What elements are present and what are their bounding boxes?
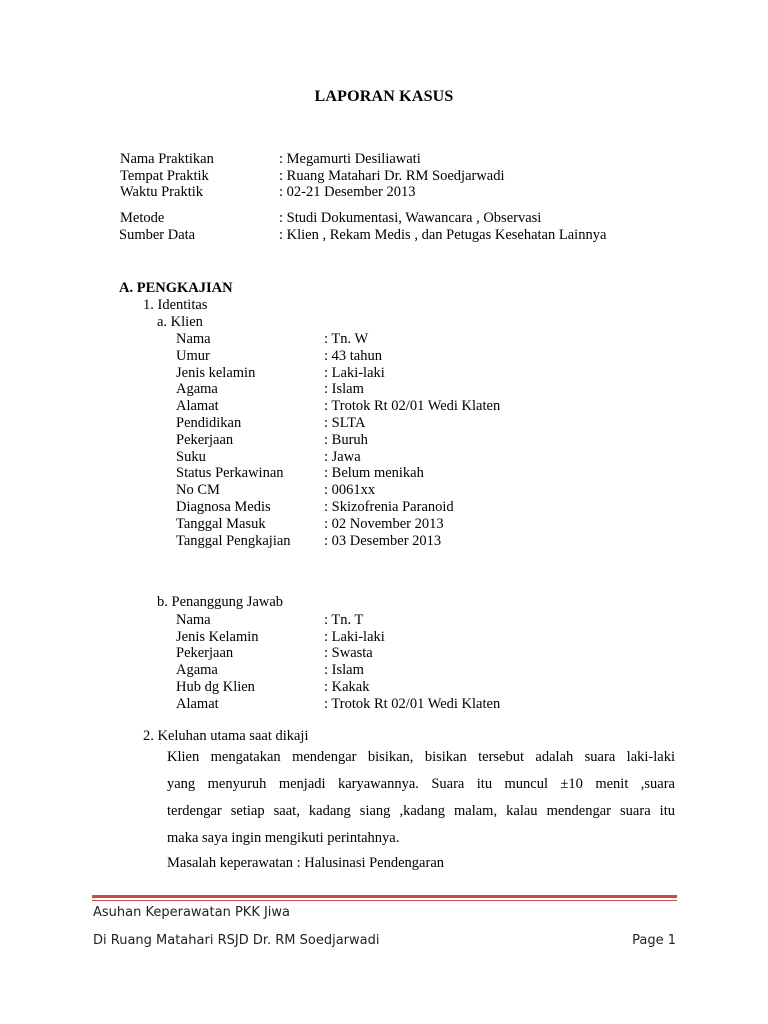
item-identitas: 1. Identitas: [143, 297, 208, 313]
info-label: Nama Praktikan: [120, 151, 214, 167]
field-value: : 0061xx: [324, 482, 376, 498]
info-label: Sumber Data: [119, 227, 196, 243]
info-value: : 02-21 Desember 2013: [279, 184, 416, 200]
field-label: Pendidikan: [176, 415, 242, 431]
field-value: : 03 Desember 2013: [324, 533, 442, 549]
field-label: Suku: [176, 449, 206, 465]
keluhan-paragraph: [167, 744, 675, 852]
item-keluhan-utama: 2. Keluhan utama saat dikaji: [143, 728, 309, 744]
field-value: : 02 November 2013: [324, 516, 444, 532]
field-label: Alamat: [176, 398, 219, 414]
field-label: Alamat: [176, 696, 219, 712]
field-label: Hub dg Klien: [176, 679, 255, 695]
footer-line-1: Asuhan Keperawatan PKK Jiwa: [93, 905, 291, 920]
field-value: : 43 tahun: [324, 348, 382, 364]
field-label: Umur: [176, 348, 210, 364]
info-value: : Ruang Matahari Dr. RM Soedjarwadi: [279, 168, 505, 184]
info-label: Waktu Praktik: [120, 184, 203, 200]
field-value: : Islam: [324, 381, 364, 397]
info-label: Metode: [120, 210, 165, 226]
field-label: Nama: [176, 612, 211, 628]
field-label: Diagnosa Medis: [176, 499, 271, 515]
field-value: : Trotok Rt 02/01 Wedi Klaten: [324, 398, 501, 414]
field-value: : Laki-laki: [324, 629, 385, 645]
field-value: : Tn. W: [324, 331, 369, 347]
field-label: Jenis Kelamin: [176, 629, 259, 645]
section-heading-pengkajian: A. PENGKAJIAN: [119, 280, 233, 296]
paragraph-line: maka saya ingin mengikuti perintahnya.: [167, 830, 400, 846]
field-value: : Buruh: [324, 432, 368, 448]
report-title: LAPORAN KASUS: [314, 88, 454, 105]
field-value: : Jawa: [324, 449, 361, 465]
footer-divider-thick: [92, 895, 677, 898]
field-label: Pekerjaan: [176, 432, 234, 448]
field-label: Agama: [176, 381, 218, 397]
field-value: : Islam: [324, 662, 364, 678]
field-value: : Laki-laki: [324, 365, 385, 381]
field-label: Pekerjaan: [176, 645, 234, 661]
field-value: : Belum menikah: [324, 465, 424, 481]
paragraph-line: yang menyuruh menjadi karyawannya. Suara itu muncul ±10 menit ,suara: [167, 776, 675, 792]
field-value: : Swasta: [324, 645, 373, 661]
field-value: : Skizofrenia Paranoid: [324, 499, 454, 515]
page-number: Page 1: [632, 933, 676, 948]
paragraph-line: Klien mengatakan mendengar bisikan, bisikan tersebut adalah suara laki-laki: [167, 749, 675, 765]
field-value: : Trotok Rt 02/01 Wedi Klaten: [324, 696, 501, 712]
info-label: Tempat Praktik: [120, 168, 209, 184]
field-label: Status Perkawinan: [176, 465, 284, 481]
subitem-penanggung-jawab: b. Penanggung Jawab: [157, 594, 284, 610]
field-label: Agama: [176, 662, 218, 678]
field-value: : SLTA: [324, 415, 366, 431]
field-label: Tanggal Pengkajian: [176, 533, 291, 549]
field-value: : Tn. T: [324, 612, 364, 628]
field-value: : Kakak: [324, 679, 370, 695]
info-value: : Megamurti Desiliawati: [279, 151, 421, 167]
field-label: No CM: [176, 482, 220, 498]
field-label: Jenis kelamin: [176, 365, 256, 381]
info-value: : Studi Dokumentasi, Wawancara , Observasi: [279, 210, 542, 226]
info-value: : Klien , Rekam Medis , dan Petugas Kesehatan Lainnya: [279, 227, 607, 243]
field-label: Tanggal Masuk: [176, 516, 266, 532]
footer-line-2: Di Ruang Matahari RSJD Dr. RM Soedjarwadi: [93, 933, 380, 948]
masalah-keperawatan: Masalah keperawatan : Halusinasi Pendengaran: [167, 855, 445, 871]
paragraph-line: terdengar setiap saat, kadang siang ,kadang malam, kalau mendengar suara itu: [167, 803, 675, 819]
subitem-klien: a. Klien: [157, 314, 203, 330]
field-label: Nama: [176, 331, 211, 347]
footer-divider-thin: [92, 900, 677, 901]
